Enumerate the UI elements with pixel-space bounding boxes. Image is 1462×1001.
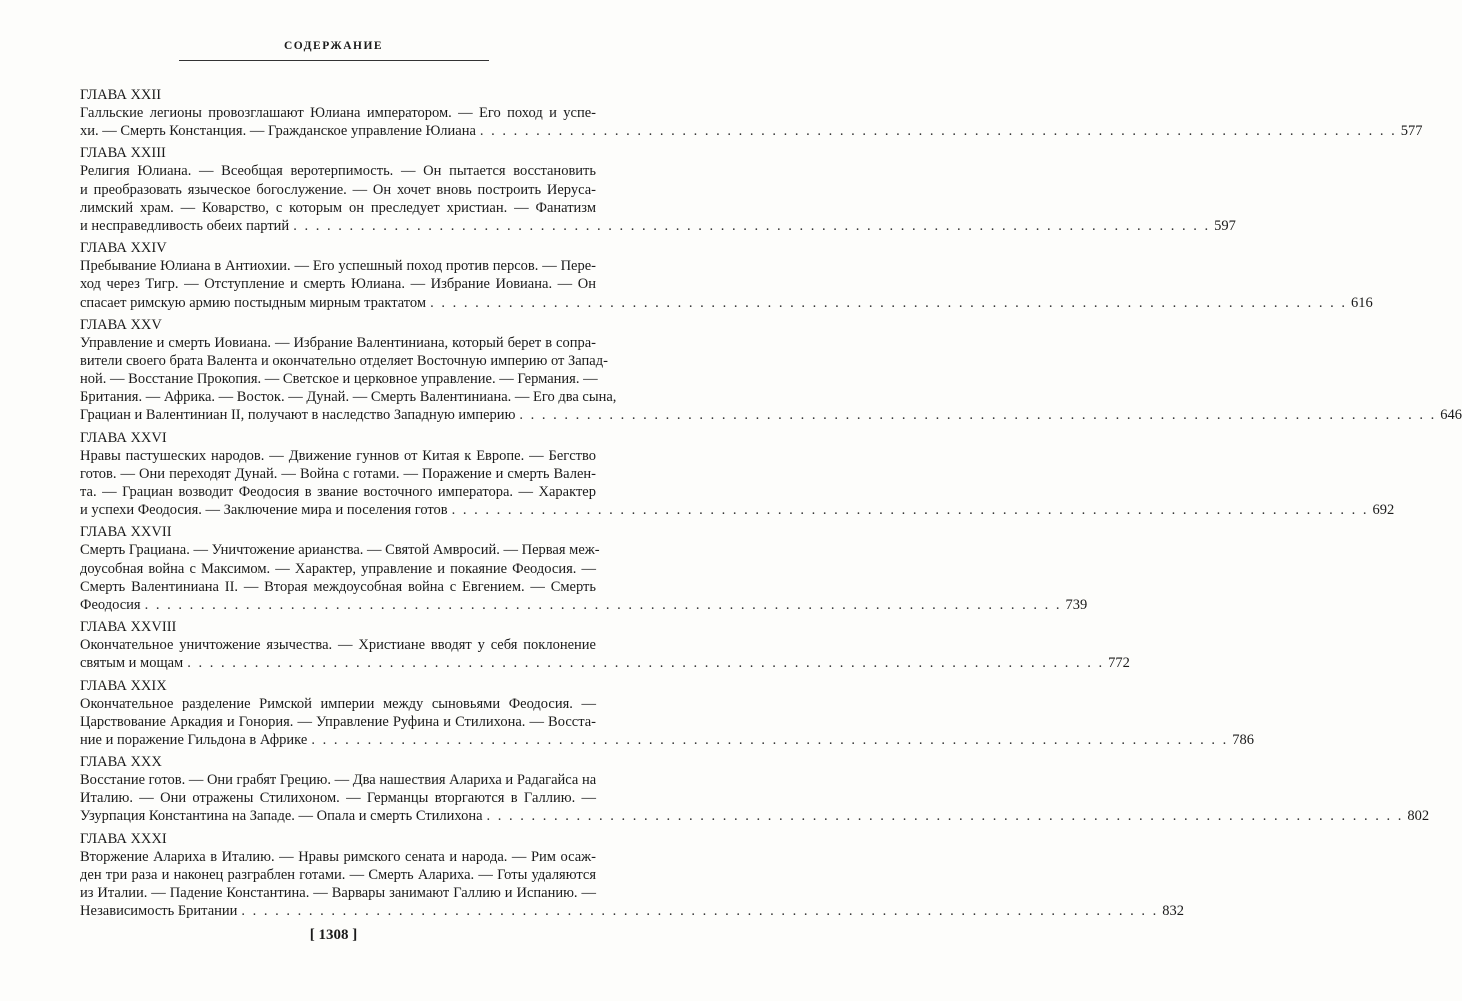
dot-leader: . . . . . . . . . . . . . . . . . . . . . . . . . . . . . . . . . . . . . . . . . . . . . . . . . . . . . . . . . . . . . . . . . . . . . . . . . . . . . . . . . . xyxy=(311,731,1229,748)
toc-entry xyxy=(80,753,1430,826)
dot-leader: . . . . . . . . . . . . . . . . . . . . . . . . . . . . . . . . . . . . . . . . . . . . . . . . . . . . . . . . . . . . . . . . . . . . . . . . . . . . . . . . . . xyxy=(144,596,1062,613)
chapter-summary-line: святым и мощам xyxy=(80,655,184,672)
chapter-heading: ГЛАВА XXIV xyxy=(80,240,167,257)
chapter-summary-line: и несправедливость обеих партий xyxy=(80,217,290,234)
page-number: [ 1308 ] xyxy=(309,927,358,943)
chapter-heading: ГЛАВА XXII xyxy=(80,87,162,103)
dot-leader: . . . . . . . . . . . . . . . . . . . . . . . . . . . . . . . . . . . . . . . . . . . . . . . . . . . . . . . . . . . . . . . . . . . . . . . . . . . . . . . . . . xyxy=(430,294,1347,311)
chapter-summary-line: из Италии. — Падение Константина. — Варвары занимают Галлию и Испанию. — xyxy=(80,885,596,901)
chapter-summary-line: Религия Юлиана. — Всеобщая веротерпимость. — Он пытается восстановить xyxy=(80,163,596,180)
toc-entry xyxy=(80,239,1373,312)
toc-entry xyxy=(80,830,1185,921)
chapter-summary-line: Окончательное уничтожение язычества. — Христиане вводят у себя поклонение xyxy=(80,637,596,654)
chapter-summary-line: Италию. — Они отражены Стилихоном. — Германцы вторгаются в Галлию. — xyxy=(80,790,596,807)
chapter-heading: ГЛАВА XXV xyxy=(80,316,162,333)
chapter-page-number: 802 xyxy=(1407,808,1430,825)
chapter-page-number: 692 xyxy=(1372,502,1395,519)
chapter-summary-line: Узурпация Константина на Западе. — Опала и смерть Стилихона xyxy=(80,808,483,825)
table-of-contents xyxy=(80,86,1462,924)
toc-entry xyxy=(80,429,1395,520)
chapter-summary-last-line xyxy=(80,654,1130,672)
dot-leader: . . . . . . . . . . . . . . . . . . . . . . . . . . . . . . . . . . . . . . . . . . . . . . . . . . . . . . . . . . . . . . . . . . . . . . . . . . . . . . . . . . xyxy=(187,655,1105,672)
chapter-summary-last-line xyxy=(80,596,1088,614)
chapter-summary-line: ной. — Восстание Прокопия. — Светское и церковное управление. — Германия. — xyxy=(80,371,598,388)
chapter-summary-line: Смерть Валентиниана II. — Вторая междоусобная война с Евгением. — Смерть xyxy=(80,578,596,595)
chapter-summary-line: Галльские легионы провозглашают Юлиана императором. — Его поход и успе- xyxy=(80,105,596,121)
chapter-heading: ГЛАВА XXIX xyxy=(80,677,167,694)
chapter-summary-line: Смерть Грациана. — Уничтожение арианства. — Святой Амвросий. — Первая меж- xyxy=(80,542,600,559)
chapter-heading: ГЛАВА XXVI xyxy=(80,429,167,446)
chapter-page-number: 786 xyxy=(1232,731,1254,748)
chapter-summary-last-line xyxy=(80,807,1430,825)
chapter-page-number: 832 xyxy=(1162,903,1185,920)
chapter-summary-line: лимский храм. — Коварство, с которым он преследует христиан. — Фанатизм xyxy=(80,199,596,216)
dot-leader: . . . . . . . . . . . . . . . . . . . . . . . . . . . . . . . . . . . . . . . . . . . . . . . . . . . . . . . . . . . . . . . . . . . . . . . . . . . . . . . . . . xyxy=(486,808,1404,825)
chapter-page-number: 772 xyxy=(1108,655,1130,672)
chapter-summary-line: Нравы пастушеских народов. — Движение гуннов от Китая к Европе. — Бегство xyxy=(80,447,596,464)
chapter-summary-line: готов. — Они переходят Дунай. — Война с готами. — Поражение и смерть Вален- xyxy=(80,465,596,482)
chapter-summary-line: и преобразовать языческое богослужение. — Он хочет вновь построить Иеруса- xyxy=(80,181,596,198)
dot-leader: . . . . . . . . . . . . . . . . . . . . . . . . . . . . . . . . . . . . . . . . . . . . . . . . . . . . . . . . . . . . . . . . . . . . . . . . . . . . . . . . . . xyxy=(451,502,1369,519)
chapter-heading: ГЛАВА XXXI xyxy=(80,830,167,847)
toc-entry xyxy=(80,677,1254,750)
chapter-summary-last-line xyxy=(80,902,1185,920)
chapter-page-number: 739 xyxy=(1065,596,1088,613)
chapter-summary-line: Грациан и Валентиниан II, получают в наследство Западную империю xyxy=(80,407,516,424)
dot-leader: . . . . . . . . . . . . . . . . . . . . . . . . . . . . . . . . . . . . . . . . . . . . . . . . . . . . . . . . . . . . . . . . . . . . . . . . . . . . . . . . . . xyxy=(241,903,1159,920)
chapter-summary-line: Царствование Аркадия и Гонория. — Управление Руфина и Стилихона. — Восста- xyxy=(80,713,596,730)
chapter-summary-line: доусобная война с Максимом. — Характер, управление и покаяние Феодосия. — xyxy=(80,560,596,577)
chapter-summary-last-line xyxy=(80,294,1373,312)
page-header xyxy=(0,40,667,61)
chapter-summary-line: хи. — Смерть Констанция. — Гражданское управление Юлиана xyxy=(80,123,476,140)
chapter-summary-line: спасает римскую армию постыдным мирным трактатом xyxy=(80,294,427,311)
chapter-heading: ГЛАВА XXVIII xyxy=(80,619,177,636)
chapter-heading: ГЛАВА XXIII xyxy=(80,145,166,162)
chapter-page-number: 597 xyxy=(1214,217,1236,234)
chapter-page-number: 616 xyxy=(1350,294,1373,311)
toc-entry xyxy=(80,316,1462,425)
chapter-summary-line: Вторжение Алариха в Италию. — Нравы римского сената и народа. — Рим осаж- xyxy=(80,848,596,865)
chapter-summary-line: Независимость Британии xyxy=(80,903,238,920)
chapter-summary-line: ход через Тигр. — Отступление и смерть Юлиана. — Избрание Иовиана. — Он xyxy=(80,276,596,293)
chapter-page-number: 577 xyxy=(1400,123,1423,140)
chapter-summary-line: та. — Грациан возводит Феодосия в звание восточного императора. — Характер xyxy=(80,484,596,500)
toc-entry xyxy=(80,523,1088,614)
chapter-summary-line: и успехи Феодосия. — Заключение мира и поселения готов xyxy=(80,502,448,519)
toc-entry xyxy=(80,86,1423,140)
section-title: СОДЕРЖАНИЕ xyxy=(283,40,384,52)
toc-entry xyxy=(80,144,1236,235)
chapter-summary-line: вители своего брата Валента и окончательно отделяет Восточную империю от Запад- xyxy=(80,352,608,369)
dot-leader: . . . . . . . . . . . . . . . . . . . . . . . . . . . . . . . . . . . . . . . . . . . . . . . . . . . . . . . . . . . . . . . . . . . . . . . . . . . . . . . . . . xyxy=(293,217,1211,234)
chapter-summary-line: Восстание готов. — Они грабят Грецию. — Два нашествия Алариха и Радагайса на xyxy=(80,772,597,789)
chapter-heading: ГЛАВА XXX xyxy=(80,754,162,771)
chapter-summary-line: ние и поражение Гильдона в Африке xyxy=(80,731,308,748)
chapter-heading: ГЛАВА XXVII xyxy=(80,524,172,541)
chapter-summary-last-line xyxy=(80,731,1254,749)
header-divider xyxy=(179,60,489,61)
chapter-summary-last-line xyxy=(80,501,1395,519)
dot-leader: . . . . . . . . . . . . . . . . . . . . . . . . . . . . . . . . . . . . . . . . . . . . . . . . . . . . . . . . . . . . . . . . . . . . . . . . . . . . . . . . . . xyxy=(519,407,1437,424)
chapter-summary-line: Окончательное разделение Римской империи между сыновьями Феодосия. — xyxy=(80,695,596,712)
chapter-summary-last-line xyxy=(80,406,1462,424)
chapter-summary-last-line xyxy=(80,122,1423,140)
toc-entry xyxy=(80,618,1130,672)
chapter-summary-line: Управление и смерть Иовиана. — Избрание Валентиниана, который берет в сопра- xyxy=(80,334,596,351)
dot-leader: . . . . . . . . . . . . . . . . . . . . . . . . . . . . . . . . . . . . . . . . . . . . . . . . . . . . . . . . . . . . . . . . . . . . . . . . . . . . . . . . . . xyxy=(479,123,1397,140)
chapter-summary-line: Феодосия xyxy=(80,596,141,613)
chapter-summary-last-line xyxy=(80,217,1236,235)
chapter-summary-line: Пребывание Юлиана в Антиохии. — Его успешный поход против персов. — Пере- xyxy=(80,258,596,275)
chapter-page-number: 646 xyxy=(1440,407,1462,424)
chapter-summary-line: Британия. — Африка. — Восток. — Дунай. — Смерть Валентиниана. — Его два сына, xyxy=(80,389,617,406)
chapter-summary-line: ден три раза и наконец разграблен готами. — Смерть Алариха. — Готы удаляются xyxy=(80,866,596,883)
